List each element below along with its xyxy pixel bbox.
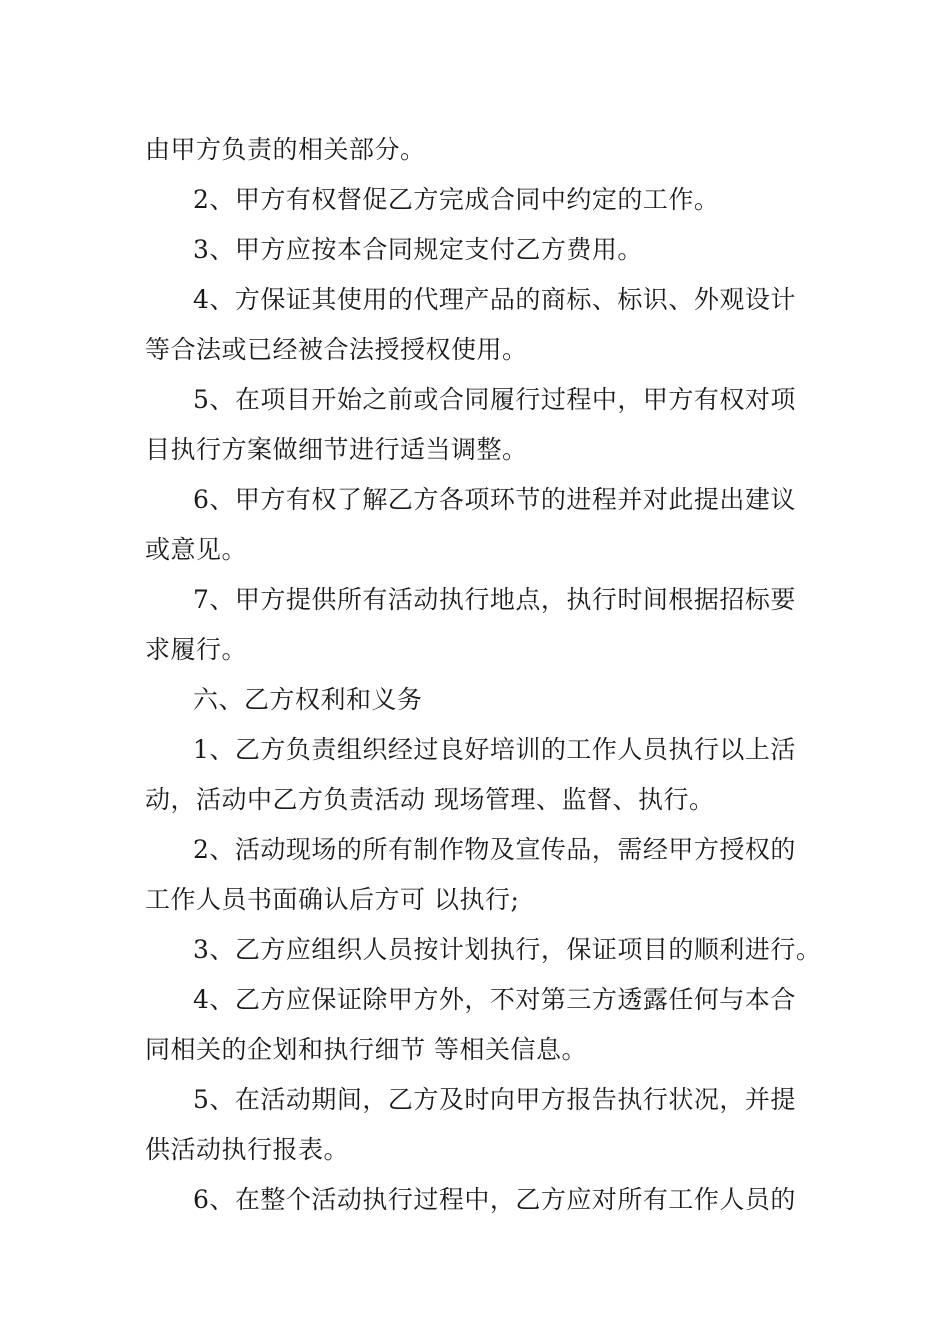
text-line: 5、在项目开始之前或合同履行过程中，甲方有权对项 — [193, 385, 796, 414]
text-line: 目执行方案做细节进行适当调整。 — [145, 435, 528, 464]
text-line: 7、甲方提供所有活动执行地点，执行时间根据招标要 — [193, 585, 796, 614]
text-line: 5、在活动期间，乙方及时向甲方报告执行状况，并提 — [193, 1085, 796, 1114]
text-line: 6、在整个活动执行过程中，乙方应对所有工作人员的 — [193, 1185, 796, 1214]
section-heading: 六、乙方权利和义务 — [193, 685, 423, 714]
text-line: 或意见。 — [145, 535, 248, 564]
text-line: 2、甲方有权督促乙方完成合同中约定的工作。 — [193, 185, 720, 214]
text-line: 1、乙方负责组织经过良好培训的工作人员执行以上活 — [193, 735, 796, 764]
text-line: 3、乙方应组织人员按计划执行，保证项目的顺利进行。 — [193, 935, 822, 964]
text-line: 4、乙方应保证除甲方外，不对第三方透露任何与本合 — [193, 985, 796, 1014]
text-line: 6、甲方有权了解乙方各项环节的进程并对此提出建议 — [193, 485, 796, 514]
text-line: 动，活动中乙方负责活动 现场管理、监督、执行。 — [145, 785, 715, 814]
text-line: 由甲方负责的相关部分。 — [145, 135, 426, 164]
text-line: 等合法或已经被合法授授权使用。 — [145, 335, 528, 364]
text-line: 工作人员书面确认后方可 以执行; — [145, 885, 520, 914]
text-line: 求履行。 — [145, 635, 248, 664]
text-line: 2、活动现场的所有制作物及宣传品，需经甲方授权的 — [193, 835, 796, 864]
text-line: 4、方保证其使用的代理产品的商标、标识、外观设计 — [193, 285, 796, 314]
text-line: 同相关的企划和执行细节 等相关信息。 — [145, 1035, 587, 1064]
text-line: 供活动执行报表。 — [145, 1135, 350, 1164]
text-line: 3、甲方应按本合同规定支付乙方费用。 — [193, 235, 643, 264]
